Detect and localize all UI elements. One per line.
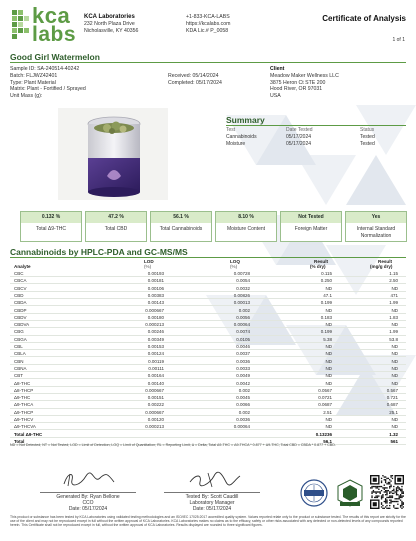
lod-cell: 0.00119 [148,358,164,364]
analyte-cell: Total Δ9-THC [14,431,43,437]
analyte-cell: Δ9-THC [14,395,31,401]
sample-details [10,66,86,100]
loq-cell: 0.00064 [233,424,250,430]
summary-status-cannabinoids: Tested [360,134,375,140]
summary-test-cannabinoids: Cannabinoids [226,134,257,140]
result-pct-cell: 0.0721 [318,395,332,401]
result-mg-cell: 0.721 [386,395,398,401]
result-pct-cell: 47.1 [323,292,332,298]
logo-text-labs: labs [32,23,77,46]
analyte-cell: CBG [14,329,24,335]
sample-type: Type: Plant Material [10,79,56,86]
table-row [10,307,406,314]
lod-cell: 0.000667 [145,387,164,393]
signature-tested-by [162,494,262,512]
product-name: Good Girl Watermelon [10,52,100,62]
lod-cell: 0.00349 [147,336,164,342]
stat-total-cannabinoids [150,211,212,242]
lod-cell: 0.000213 [145,322,164,328]
client-city: Hood River, OR 97031 [270,86,323,93]
result-pct-cell: ND [325,351,332,357]
stat-label: Total Cannabinoids [159,226,203,232]
client-street: 3875 Heron Ct STE 200 [270,79,326,86]
result-pct-cell: 0.13236 [315,431,332,437]
signature-generated-by [38,494,138,512]
result-mg-cell: ND [391,365,398,371]
lod-cell: 0.00193 [147,271,164,276]
analyte-cell: CBDVA [14,322,30,328]
sample-id: Sample ID: SA-240514-40242 [10,66,80,72]
column-header-result-mg-unit: (mg/g dry) [370,264,393,269]
result-mg-cell: 53.8 [389,336,398,342]
analyte-cell: CBLA [14,351,26,357]
loq-cell: 0.0105 [236,336,250,342]
loq-cell: 0.002 [238,307,250,313]
section-divider [10,62,406,63]
sample-photo [58,108,168,200]
lod-cell: 0.00153 [147,344,164,349]
result-mg-cell: ND [391,285,398,291]
table-row [10,343,406,350]
signature-tested-by-icon [168,470,258,490]
loq-cell: 0.0056 [236,314,250,320]
result-mg-cell: ND [391,358,398,364]
kca-labs-logo [10,3,86,48]
stat-label: Total Δ9-THC [35,226,66,232]
column-header-result-pct: Result [314,259,329,264]
table-row [10,285,406,292]
lod-cell: 0.00106 [147,285,164,291]
analyte-cell: CBL [14,344,23,349]
cannabinoids-title: Cannabinoids by HPLC-PDA and GC-MS/MS [10,247,188,257]
loq-cell: 0.00728 [233,271,250,276]
loq-cell: 0.0045 [236,395,250,401]
table-row [10,336,406,343]
summary-date-cannabinoids: 05/17/2024 [286,134,312,140]
completed-date: Completed: 05/17/2024 [168,79,222,86]
result-pct-cell: 5.38 [323,336,332,342]
analyte-cell: Δ8-THCP [14,387,34,393]
summary-title: Summary [226,115,265,125]
result-mg-cell: ND [391,373,398,379]
analyte-cell: Total [14,438,25,444]
analyte-cell: CBDA [14,300,27,306]
result-mg-cell: 1.99 [389,329,398,335]
summary-header-date: Date Tested [286,127,313,133]
lod-cell: 0.00140 [147,380,164,386]
result-pct-cell: 0.0567 [318,387,332,393]
sample-matrix: Matrix: Plant - Fortified / Sprayed [10,86,86,93]
sample-jar-image [85,114,143,198]
lod-cell: 0.00111 [148,365,164,371]
table-footnote: ND = Not Detected; NT = Not Tested; LOD = Limit of Detection; LOQ = Limit of Quantitation; RL = Reporting Limit; Δ = Delta; Total Δ9-THC = Δ9-THCA * 0.877 + Δ9-THC; Total CBD = CBDA * 0.877 + CBD. [10,443,336,447]
result-pct-cell: ND [325,344,332,349]
loq-cell: 0.00826 [233,292,250,298]
loq-cell: 0.0036 [236,417,250,422]
result-mg-cell: ND [391,380,398,386]
client-details [270,66,339,100]
result-pct-cell: ND [325,424,332,430]
summary-status-moisture: Tested [360,141,375,147]
result-pct-cell: ND [325,307,332,313]
result-mg-cell: 1.99 [389,300,398,306]
summary-header-test: Test [226,127,236,133]
loq-cell: 0.0046 [236,344,250,349]
result-mg-cell: 0.687 [386,402,398,408]
result-mg-cell: 1.32 [389,431,398,437]
lab-website-link[interactable]: https://kcalabs.com [186,21,231,27]
result-mg-cell: 1.15 [389,271,398,276]
lod-cell: 0.00151 [147,395,164,401]
table-row [10,270,406,277]
page-number: 1 of 1 [392,37,405,43]
result-pct-cell: ND [325,365,332,371]
lod-cell: 0.00222 [147,402,164,408]
client-country: USA [270,93,281,100]
result-pct-cell: 0.115 [321,271,332,276]
table-row [10,394,406,401]
lod-cell: 0.00120 [147,417,164,422]
analyte-cell: Δ9-THCV [14,417,34,422]
lod-cell: 0.00181 [147,278,164,284]
unit-mass: Unit Mass (g): [10,93,43,100]
result-pct-cell: ND [325,373,332,379]
logo-text-kca: kca [32,3,71,28]
result-mg-cell: ND [391,322,398,328]
lod-cell: 0.00164 [147,373,164,379]
table-row [10,365,406,372]
analyte-cell: CBT [14,373,23,379]
lod-cell: 0.00180 [147,314,164,320]
summary-test-moisture: Moisture [226,141,246,147]
stat-moisture-content [215,211,277,242]
analyte-cell: CBC [14,271,24,276]
client-label: Client [270,66,285,72]
stat-value: 0.132 % [21,212,81,223]
result-mg-cell: 1.83 [389,314,398,320]
loq-cell: 0.0074 [236,329,250,335]
column-header-loq: LOQ [230,259,240,264]
stat-total-d9-thc [20,211,82,242]
lab-name: KCA Laboratories [84,14,135,20]
result-mg-cell: ND [391,424,398,430]
loq-cell: 0.0049 [236,373,250,379]
result-pct-cell: 0.0687 [318,402,332,408]
result-mg-cell: 2.50 [389,278,398,284]
lod-cell: 0.000667 [145,307,164,313]
stat-label: Foreign Matter [294,226,328,232]
loq-cell: 0.002 [238,387,250,393]
loq-cell: 0.0036 [236,358,250,364]
client-name: Meadow Maker Wellness LLC [270,72,339,79]
result-pct-cell: ND [325,322,332,328]
analyte-cell: Δ9-THCA [14,402,34,408]
table-row [10,401,406,408]
qr-code-icon[interactable] [370,475,404,509]
analyte-cell: CBD [14,292,24,298]
result-mg-cell: ND [391,307,398,313]
analyte-cell: CBCA [14,278,27,284]
stat-value: Yes [346,212,406,223]
lab-phone: +1-833-KCA-LABS [186,14,230,20]
analyte-cell: Δ9-THCP [14,409,34,415]
stat-label: Total CBD [104,226,128,232]
table-row [10,292,406,299]
stat-value: 47.2 % [86,212,146,223]
kca-logo-mark-icon [10,8,30,44]
table-row [10,314,406,321]
legal-disclaimer: This product or substance has been tested by KCA Laboratories using validated testing methodologies and an ISO/IEC 17025:2017 accredited quality system. Values reported relate only to the product or substance tested. The results of this report are strictly for the use of the client and may not be reproduced except in full without the written approval of KCA Laboratories. KCA Laboratories makes no claims as to the efficacy, safety or other risks associated with any detected or non-detected levels of any compounds reported herein. This Certificate shall not be reproduced except in full, without the written approval of KCA Laboratories. Results displayed are rounded to three significant figures. [10,515,406,528]
result-pct-cell: 56.1 [323,438,332,444]
table-row [10,409,406,416]
signed-date: Date: 05/17/2024 [68,506,108,512]
analyte-cell: Δ9-THCVA [14,424,36,430]
summary-divider [226,125,406,126]
pjla-accreditation-seal-icon [334,478,366,508]
lod-cell: 0.000213 [145,424,164,430]
summary-date-moisture: 05/17/2024 [286,141,312,147]
result-pct-cell: ND [325,380,332,386]
loq-cell: 0.0066 [236,402,250,408]
lod-cell: 0.000667 [145,409,164,415]
stat-total-cbd [85,211,147,242]
table-row [10,372,406,379]
lod-cell: 0.00124 [147,351,164,357]
sample-dates [168,73,222,87]
lod-cell: 0.00143 [147,300,164,306]
loq-cell: 0.0042 [236,380,250,386]
loq-cell: 0.00064 [233,322,250,328]
result-mg-cell: ND [391,417,398,422]
table-row [10,299,406,306]
loq-cell: 0.0037 [236,351,250,357]
column-header-result-pct-unit: (% dry) [310,264,326,269]
result-pct-cell: 0.199 [320,300,332,306]
table-row [10,387,406,394]
result-mg-cell: 471 [390,292,398,298]
lod-cell: 0.00246 [147,329,164,335]
table-row [10,423,406,430]
signer-role: Laboratory Manager [189,500,235,506]
loq-cell: 0.0054 [236,278,250,284]
loq-cell: 0.00013 [233,300,250,306]
lab-address-line-1: 232 North Plaza Drive [84,21,135,27]
result-pct-cell: 2.51 [323,409,332,415]
signed-date: Date: 05/17/2024 [192,506,232,512]
loq-cell: 0.0033 [236,365,250,371]
analyte-cell: Δ8-THC [14,380,31,386]
signature-line [164,492,260,493]
result-mg-cell: ND [391,344,398,349]
stat-value: 56.1 % [151,212,211,223]
cannabinoids-divider [10,257,406,258]
analyte-cell: CBNA [14,365,27,371]
signer-role: CCO [82,500,94,506]
result-pct-cell: 0.183 [320,314,332,320]
analyte-cell: CBCV [14,285,27,291]
table-row [10,321,406,328]
result-pct-cell: 0.250 [320,278,332,284]
received-date: Received: 05/14/2024 [168,73,219,79]
stat-value: Not Tested [281,212,341,223]
stat-label: Internal Standard Normalization [356,226,396,239]
loq-cell: 0.0032 [236,285,250,291]
result-pct-cell: ND [325,358,332,364]
result-mg-cell: 25.1 [389,409,398,415]
loq-cell: 0.002 [238,409,250,415]
document-title: Certificate of Analysis [322,14,406,23]
lod-cell: 0.00383 [147,292,164,298]
stat-internal-standard [345,211,407,242]
column-header-analyte: Analyte [14,264,31,269]
table-row [10,328,406,335]
table-row [10,380,406,387]
batch-number: Batch: FLJWZ42401 [10,72,58,79]
lab-contact-block [186,14,230,35]
table-row [10,350,406,357]
analyte-cell: CBDV [14,314,27,320]
ilac-mra-seal-icon [298,478,330,508]
column-header-loq-unit: (%) [230,264,238,269]
column-header-lod-unit: (%) [144,264,152,269]
analyte-cell: CBGA [14,336,27,342]
summary-header-status: Status [360,127,375,133]
signer-name: Generated By: Ryan Bellone [56,494,120,500]
result-pct-cell: ND [325,285,332,291]
column-header-lod: LOD [144,259,154,264]
signature-generated-by-icon [44,470,134,490]
table-row [10,358,406,365]
result-mg-cell: 0.567 [386,387,398,393]
lab-license: KDA Lic.# P_0058 [186,28,229,34]
table-row [10,416,406,423]
analyte-cell: CBDP [14,307,27,313]
table-row [10,277,406,284]
stat-label: Moisture Content [226,226,266,232]
column-header-result-mg: Result [378,259,393,264]
table-total-row [10,431,406,438]
analyte-cell: CBN [14,358,24,364]
result-pct-cell: ND [325,417,332,422]
lab-address-block [84,14,138,35]
result-mg-cell: 561 [390,438,398,444]
signature-line [40,492,136,493]
result-mg-cell: ND [391,351,398,357]
signer-name: Tested By: Scott Caudill [185,494,239,500]
result-pct-cell: 0.199 [320,329,332,335]
stat-value: 8.10 % [216,212,276,223]
stat-foreign-matter [280,211,342,242]
lab-address-line-2: Nicholasville, KY 40356 [84,28,139,34]
